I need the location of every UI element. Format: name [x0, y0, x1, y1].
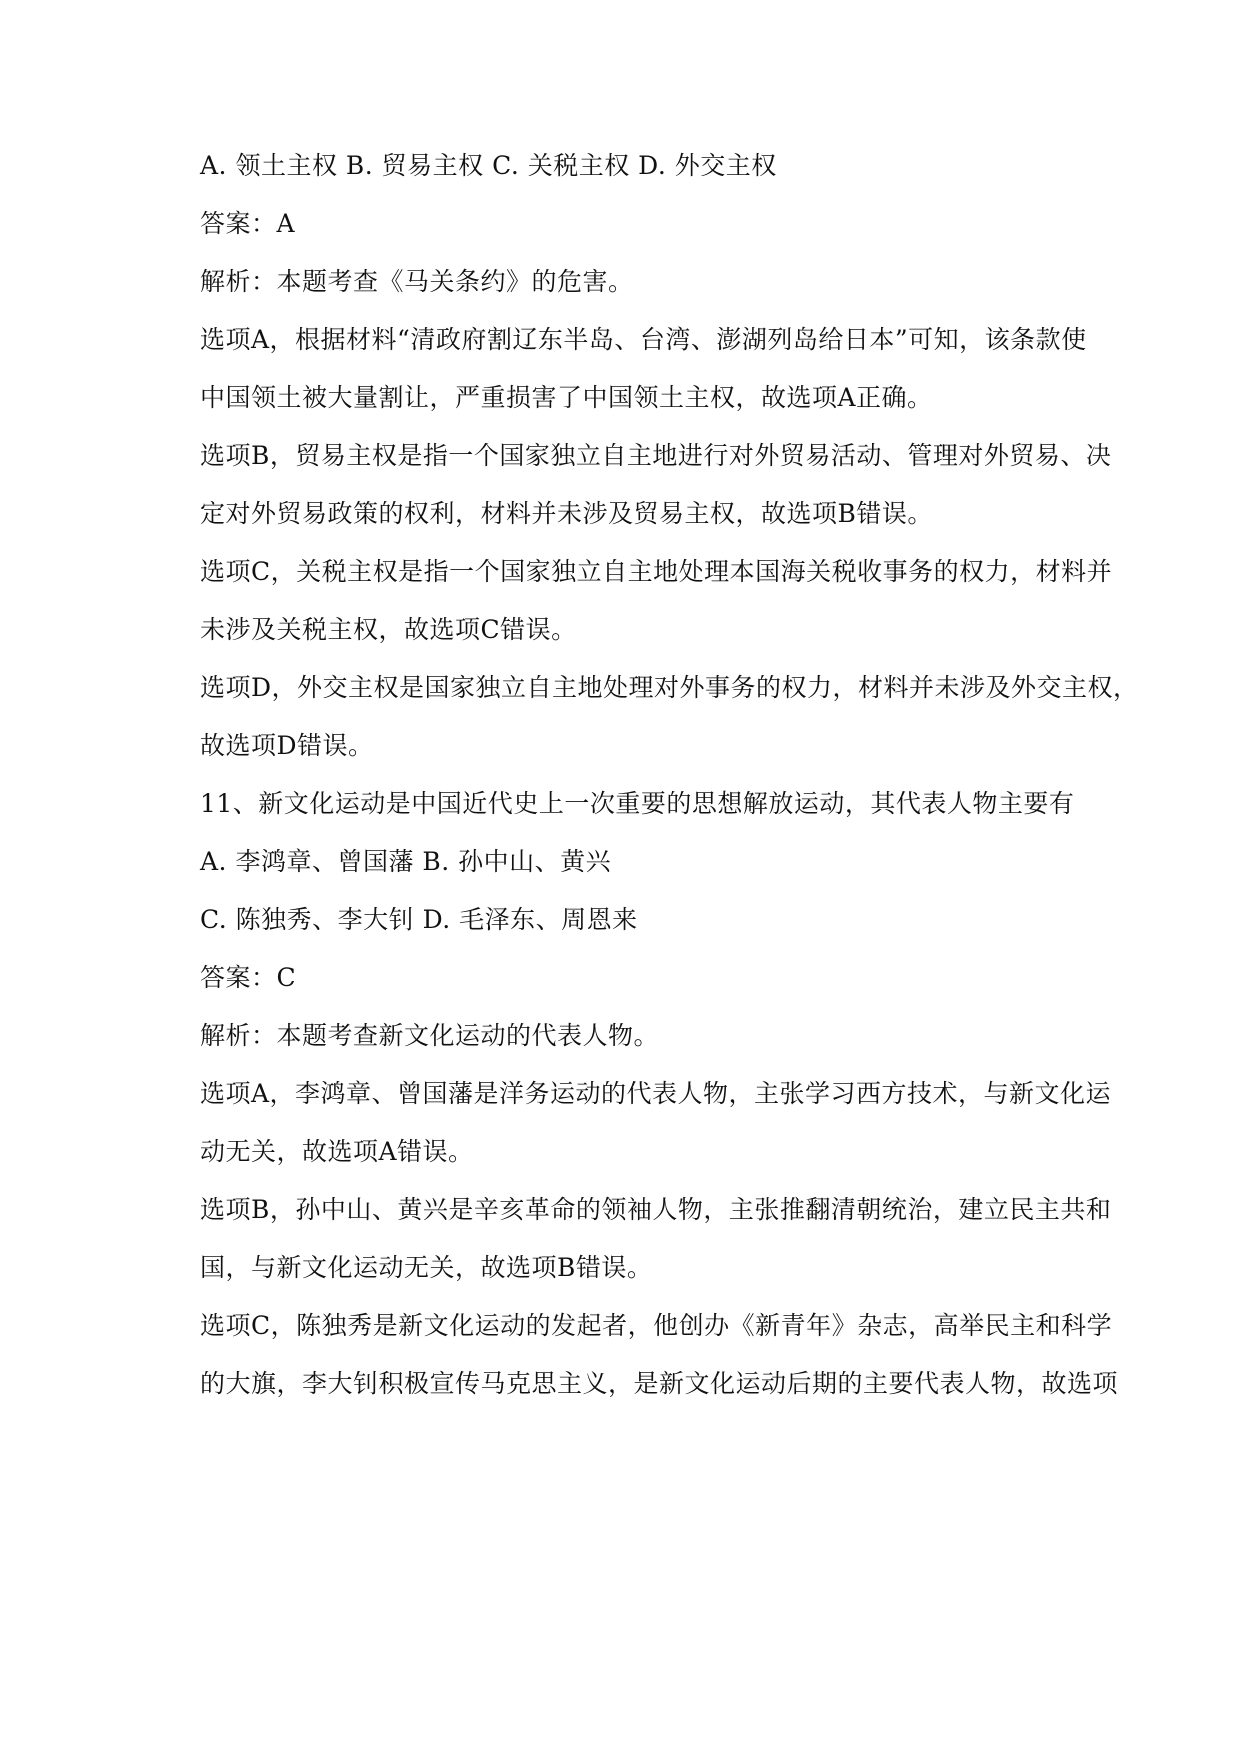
option-line: A. 领土主权 B. 贸易主权 C. 关税主权 D. 外交主权	[200, 151, 777, 180]
paragraph-line: 故选项D错误。	[200, 731, 374, 760]
question-line: 11、新文化运动是中国近代史上一次重要的思想解放运动，其代表人物主要有	[200, 789, 1075, 818]
paragraph-line: 选项B，孙中山、黄兴是辛亥革命的领袖人物，主张推翻清朝统治，建立民主共和	[200, 1195, 1112, 1224]
analysis-line: 解析：本题考查《马关条约》的危害。	[200, 267, 634, 296]
paragraph-line: 动无关，故选项A错误。	[200, 1137, 474, 1166]
paragraph-line: 未涉及关税主权，故选项C错误。	[200, 615, 577, 644]
option-line: A. 李鸿章、曾国藩 B. 孙中山、黄兴	[200, 847, 612, 876]
paragraph-line: 选项C，陈独秀是新文化运动的发起者，他创办《新青年》杂志，高举民主和科学	[200, 1311, 1113, 1340]
answer-line: 答案：C	[200, 963, 297, 992]
paragraph-line: 选项C，关税主权是指一个国家独立自主地处理本国海关税收事务的权力，材料并	[200, 557, 1113, 586]
paragraph-line: 中国领土被大量割让，严重损害了中国领土主权，故选项A正确。	[200, 383, 933, 412]
paragraph-line: 定对外贸易政策的权利，材料并未涉及贸易主权，故选项B错误。	[200, 499, 933, 528]
paragraph-line: 选项A，根据材料“清政府割辽东半岛、台湾、澎湖列岛给日本”可知，该条款使	[200, 325, 1087, 354]
analysis-line: 解析：本题考查新文化运动的代表人物。	[200, 1021, 660, 1050]
option-line: C. 陈独秀、李大钊 D. 毛泽东、周恩来	[200, 905, 638, 934]
paragraph-line: 选项A，李鸿章、曾国藩是洋务运动的代表人物，主张学习西方技术，与新文化运	[200, 1079, 1112, 1108]
paragraph-line: 的大旗，李大钊积极宣传马克思主义，是新文化运动后期的主要代表人物，故选项	[200, 1369, 1119, 1398]
paragraph-line: 选项D，外交主权是国家独立自主地处理对外事务的权力，材料并未涉及外交主权，	[200, 673, 1139, 702]
paragraph-line: 国，与新文化运动无关，故选项B错误。	[200, 1253, 653, 1282]
paragraph-line: 选项B，贸易主权是指一个国家独立自主地进行对外贸易活动、管理对外贸易、决	[200, 441, 1112, 470]
answer-line: 答案：A	[200, 209, 296, 238]
